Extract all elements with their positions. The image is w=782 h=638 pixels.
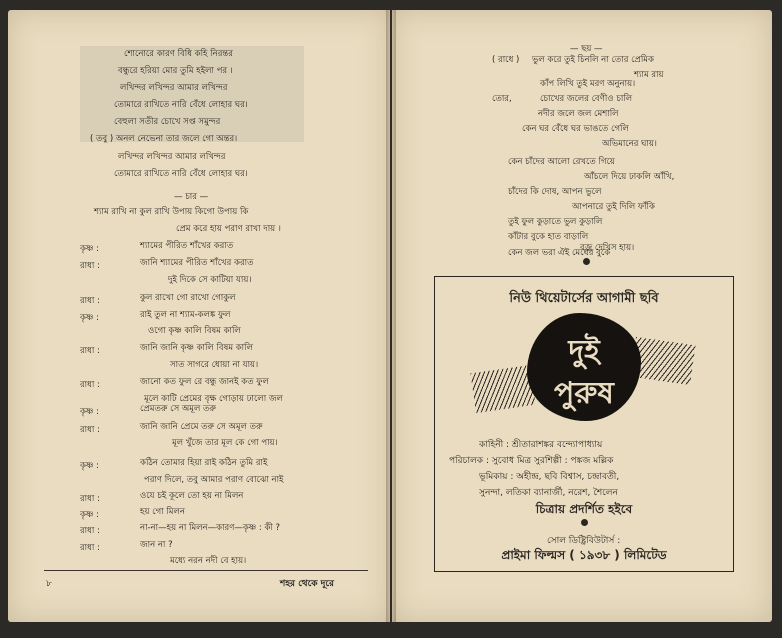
verse-line: ( তবু ) অনল নেভেনা তার জলে গো অন্তর। — [90, 134, 238, 144]
ornament-dot — [583, 258, 590, 265]
verse-line: কাঁপ লিখি তুই মরণ অনুনায়। — [540, 79, 636, 89]
verse-line: অভিমানের ঘায়। — [602, 139, 657, 149]
verse-line: চাঁদের কি দোষ, আপন ভুলে — [508, 187, 602, 197]
distributor-name: প্রাইমা ফিল্মস ( ১৯৩৮ ) লিমিটেড — [501, 548, 667, 562]
dialogue-line: শ্যামের পীরিত শাঁখের করাত — [140, 241, 234, 251]
dialogue-line: জানি জানি কৃষ্ণ কালি বিষম কালি — [140, 343, 253, 353]
verse-line: আঁচলে দিয়ে ঢাকলি আঁখি, — [584, 172, 675, 182]
dialogue-line: মূলে কাটি প্রেমের বৃক্ষ গোড়ায় ঢালো জল — [144, 394, 283, 404]
verse-line: লখিন্দর লখিন্দর আমার লখিন্দর — [120, 83, 228, 93]
speaker-label: রাধা : — [80, 526, 100, 536]
speaker-label: কৃষ্ণ : — [80, 244, 99, 254]
speaker-label: রাধা : — [80, 543, 100, 553]
verse-line: বন্ধুরে হরিয়া মোর তুমি হইলা পর । — [118, 66, 233, 76]
intro-line: শ্যাম রাখি না কুল রাখি উপায় কিগো উপায় কি — [94, 207, 249, 217]
speaker-label: রাধা : — [80, 346, 100, 356]
verse-line: কেন চাঁদের আলো রেখতে গিয়ে — [508, 157, 615, 167]
credit-story: কাহিনী : শ্রীতারাশঙ্কর বন্দ্যোপাধ্যায় — [479, 440, 603, 450]
verse-line: কাঁটার বুকে হাত বাড়ালি — [508, 232, 589, 242]
ad-headline: নিউ থিয়েটার্সের আগামী ছবি — [509, 291, 659, 306]
film-title-line2: পুরুষ — [554, 376, 614, 411]
dialogue-line: দুই দিকে সে কাটিয়া যায়। — [168, 275, 252, 285]
verse-line: তোমারে রাখিতে নারি বেঁধে লোহার ঘর। — [114, 100, 248, 110]
credit-cast-2: সুনন্দা, লতিকা ব্যানার্জী, নরেশ, শৈলেন — [479, 488, 618, 498]
running-footer-title: শহর থেকে দূরে — [280, 579, 334, 589]
speaker-label: কৃষ্ণ : — [80, 407, 99, 417]
dialogue-line: জানি জানি প্রেমে তরু সে অমূল তরু — [140, 422, 263, 432]
verse-line: তুই ফুল কুড়াতে ভুল কুড়ালি — [508, 217, 603, 227]
film-title-line1: দুই — [568, 334, 600, 369]
dialogue-line: না-না—হয় না মিলন—কারণ—কৃষ্ণ : কী ? — [140, 523, 281, 533]
verse-line: তোমারে রাখিতে নারি বেঁধে লোহার ঘর। — [114, 169, 248, 179]
speaker-label: কৃষ্ণ : — [80, 510, 99, 520]
speaker-label: রাধা : — [80, 494, 100, 504]
verse-line: লখিন্দর লখিন্দর আমার লখিন্দর — [118, 152, 226, 162]
verse-line: বেহুলা সতীর চোখে সপ্ত সমুন্দর — [114, 117, 221, 127]
dialogue-line: পরাণ দিলে, তবু আমার পরাণ বোঝো নাই — [144, 475, 284, 485]
speaker-label: রাধা : — [80, 425, 100, 435]
page-number: ৮ — [46, 579, 52, 589]
dialogue-line: জান না ? — [140, 540, 173, 550]
verse-line: ভুল করে তুই চিনলি না তোর প্রেমিক — [532, 55, 654, 65]
speaker-label: রাধা : — [80, 261, 100, 271]
dialogue-line: রাই তুল না শ্যাম-কলঙ্ক ফুল — [140, 310, 231, 320]
footer-rule — [44, 570, 368, 571]
dialogue-line: হয় গো মিলন — [140, 507, 185, 517]
verse-line: কেন জল ভরা ঐই মেঘের বুকে — [508, 248, 611, 258]
section-heading-six: — ছয় — — [570, 44, 603, 54]
dialogue-line: ওগো কৃষ্ণ কালি বিষম কালি — [148, 326, 241, 336]
book-gutter — [386, 10, 396, 622]
intro-line: প্রেম করে হায় পরাণ রাখা দায় । — [176, 224, 281, 234]
dialogue-line: জানি শ্যামের পীরিত শাঁখের করাত — [140, 258, 254, 268]
credit-director-music: পরিচালক : সুবোধ মিত্র সুরশিল্পী : পঙ্কজ মল্লিক — [449, 456, 614, 466]
verse-line: বজ্র দেখিস হায়। — [580, 243, 635, 253]
verse-line: কেন ঘর বেঁধে ঘর ভাঙতে গেলি — [522, 124, 629, 134]
verse-line: নদীর জলে জল মেশালি — [538, 109, 619, 119]
dialogue-line: জানো কত ফুল রে বন্ধু জানই কত ফুল — [140, 377, 269, 387]
dialogue-line: কঠিন তোমার হিয়া রাই কঠিন তুমি রাই — [140, 458, 268, 468]
film-title-logo — [527, 313, 641, 421]
dialogue-line: প্রেমতরু সে অমূল তরু — [140, 404, 216, 414]
verse-prefix: তোর, — [492, 94, 512, 104]
section-heading-four: — চার — — [174, 192, 209, 202]
speaker-label: রাধা : — [80, 380, 100, 390]
dialogue-line: মূল খুঁজে তার মূল কে গো পায়। — [172, 438, 278, 448]
highlight-shade — [80, 46, 304, 142]
ad-ornament-dot — [581, 519, 588, 526]
film-advertisement — [434, 276, 734, 572]
verse-prefix: ( রাধে ) — [492, 55, 520, 65]
dialogue-line: মধ্যে নরন নদী বে হায়। — [170, 556, 247, 566]
dialogue-line: কুল রাখো গো রাখো গোকুল — [140, 293, 236, 303]
verse-line: চোখের জলের বেণীও চালি — [540, 94, 633, 104]
dialogue-line: সাত সাগরে ধোয়া না যায়। — [170, 360, 259, 370]
speaker-label: কৃষ্ণ : — [80, 461, 99, 471]
verse-line: আপনারে তুই দিলি ফাঁকি — [572, 202, 655, 212]
verse-line: শোনোরে কারণ বিধি কহি নিরন্তর — [124, 49, 233, 59]
distributor-label: সোল ডিষ্ট্রিবিউটার্স : — [547, 536, 621, 546]
dialogue-line: ওযে চই কূলে তো হয় না মিলন — [140, 491, 244, 501]
screening-announcement: চিত্রায় প্রদর্শিত হইবে — [535, 502, 633, 516]
hatch-decoration-left — [471, 365, 536, 413]
speaker-label: কৃষ্ণ : — [80, 313, 99, 323]
speaker-label: রাধা : — [80, 296, 100, 306]
credit-cast-1: ভূমিকায় : অহীন্দ্র, ছবি বিশ্বাস, চন্দ্রাবতী, — [479, 472, 620, 482]
verse-line: শ্যাম রায় — [634, 70, 664, 80]
